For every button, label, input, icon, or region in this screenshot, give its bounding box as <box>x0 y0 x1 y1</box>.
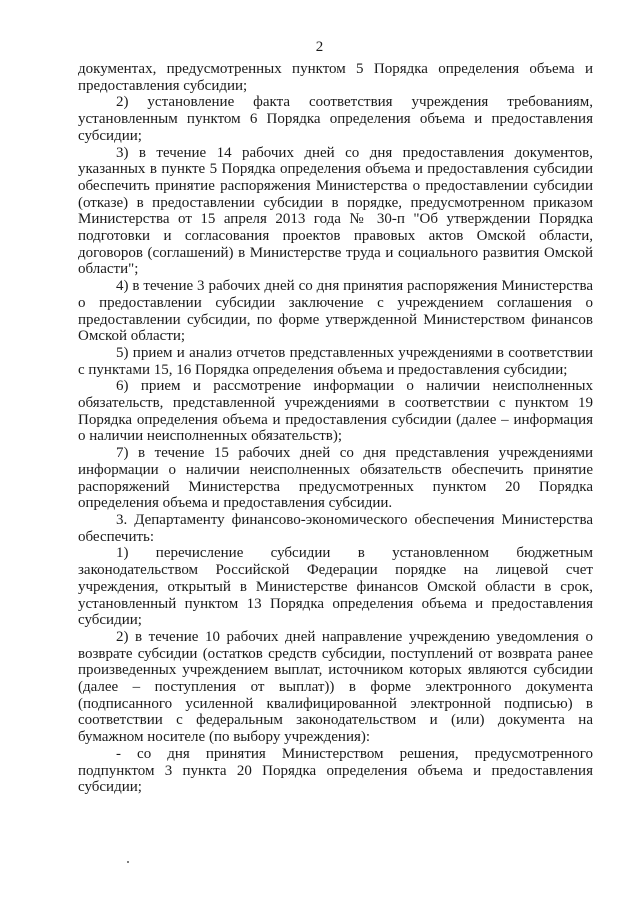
paragraph-item-4: 4) в течение 3 рабочих дней со дня принятия распоряжения Министерства о предоставлении субсидии заключение с учреждением соглашения о предоставлении субсидии, по форме утвержденной Министерством финансов Омской области; <box>78 278 593 345</box>
page-number: 2 <box>315 39 324 55</box>
paragraph-continuation: документах, предусмотренных пунктом 5 Порядка определения объема и предоставления субсидии; <box>78 61 593 94</box>
paragraph-item-2: 2) установление факта соответствия учреждения требованиям, установленным пунктом 6 Порядка определения объема и предоставления субсидии; <box>78 94 593 144</box>
scan-speck <box>127 861 129 863</box>
paragraph-item-6: 6) прием и рассмотрение информации о наличии неисполненных обязательств, представленной учреждениями в соответствии с пунктом 19 Порядка определения объема и предоставления субсидии (далее – информация о наличии неисполненных обязательств); <box>78 378 593 445</box>
paragraph-item-5: 5) прием и анализ отчетов представленных учреждениями в соответствии с пунктами 15, 16 Порядка определения объема и предоставления субсидии; <box>78 344 593 378</box>
paragraph-section-3-item-2: 2) в течение 10 рабочих дней направление учреждению уведомления о возврате субсидии (остатков средств субсидии, поступлений от возврата ранее произведенных учреждением выплат, источником которых являются субсидии (далее – поступления от выплат)) в форме электронного документа (подписанного усиленной квалифицированной электронной подписью) в соответствии с федеральным законодательством и (или) документа на бумажном носителе (по выбору учреждения): <box>78 628 593 746</box>
paragraph-item-7: 7) в течение 15 рабочих дней со дня представления учреждениями информации о наличии неисполненных обязательств обеспечить принятие распоряжений Министерства предусмотренных пунктом 20 Порядка определения объема и предоставления субсидии. <box>78 445 593 512</box>
paragraph-item-3: 3) в течение 14 рабочих дней со дня предоставления документов, указанных в пункте 5 Порядка определения объема и предоставления субсидии обеспечить принятие распоряжения Министерства о предоставлении субсидии (отказе) в предоставлении субсидии в порядке, предусмотренном приказом Министерства от 15 апреля 2013 года № 30-п "Об утверждении Порядка подготовки и согласования проектов правовых актов Омской области, договоров (соглашений) в Министерстве труда и социального развития Омской области"; <box>78 144 593 278</box>
paragraph-section-3: 3. Департаменту финансово-экономического обеспечения Министерства обеспечить: <box>78 511 593 545</box>
paragraph-section-3-item-1: 1) перечисление субсидии в установленном бюджетным законодательством Российской Федерации порядке на лицевой счет учреждения, открытый в Министерстве финансов Омской области в срок, установленный пунктом 13 Порядка определения объема и предоставления субсидии; <box>78 545 593 629</box>
document-body <box>78 61 593 796</box>
paragraph-dash-item: - со дня принятия Министерством решения, предусмотренного подпунктом 3 пункта 20 Порядка определения объема и предоставления субсидии; <box>78 745 593 796</box>
